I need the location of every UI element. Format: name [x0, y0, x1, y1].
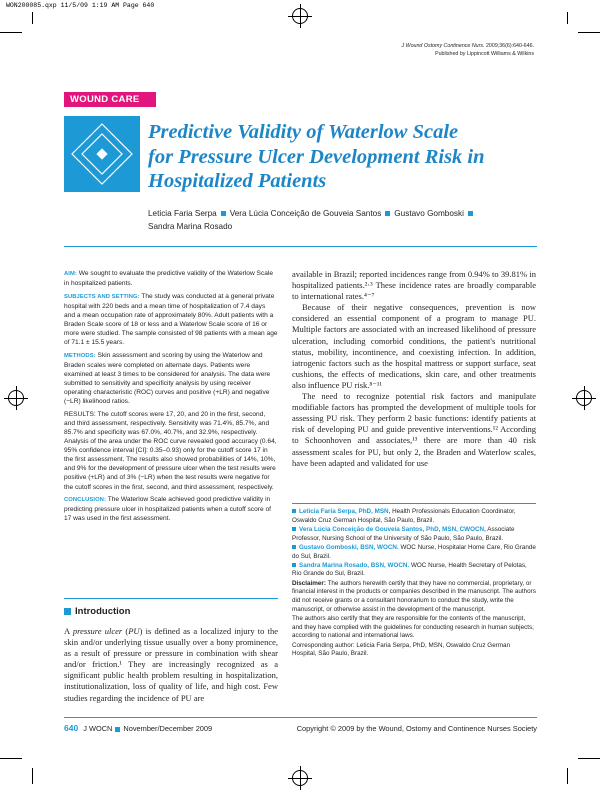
section-heading-introduction: Introduction [64, 606, 130, 617]
section-logo-icon [64, 116, 140, 192]
abstract-label: AIM: [64, 271, 77, 277]
footer-issue: November/December 2009 [123, 724, 213, 733]
bullet-square-icon [115, 727, 120, 732]
page-number: 640 [64, 723, 79, 733]
abstract-label: CONCLUSION: [64, 497, 106, 504]
author-name: Vera Lúcia Conceição de Gouveia Santos [229, 209, 382, 218]
registration-mark-right [576, 390, 592, 406]
page-footer [64, 723, 537, 733]
abstract-conclusion: CONCLUSION: The Waterlow Scale achieved good predictive validity in predicting pressure ulcer in hospitalized patients when a cutoff score of 17 was used in the first assessment. [64, 496, 271, 523]
abstract-aim: AIM: We sought to evaluate the predictive validity of the Waterlow Scale in hospitalized patients. [64, 270, 274, 288]
abstract-label: SUBJECTS AND SETTING: [64, 293, 140, 300]
title-line-1: Predictive Validity of Waterlow Scale [148, 121, 459, 143]
publisher-line: Published by Lippincott Williams & Wilkins [435, 51, 534, 57]
bullet-square-icon [292, 563, 296, 567]
affiliation-divider [292, 503, 536, 504]
disclaimer: Disclaimer: The authors herewith certify that they have no commercial, proprietary, or financial interest in the products or companies described in the manuscript. The authors did not receive grants or a consultant honorarium to conduct the study, write the manuscript, or otherwise assist in the development of the manuscript. [292, 579, 536, 613]
journal-cite: 2009;36(6):640-646. [485, 43, 534, 49]
journal-name: J Wound Ostomy Continence Nurs. [401, 43, 485, 49]
bullet-square-icon [292, 509, 296, 513]
footer-journal: J WOCN [83, 724, 113, 733]
registration-mark-bottom [292, 770, 308, 786]
section-badge: WOUND CARE [64, 92, 156, 107]
title-line-3: Hospitalized Patients [148, 170, 327, 192]
crop-mark [32, 12, 33, 24]
author-name: Leticia Faria Serpa [148, 209, 217, 218]
crop-mark [0, 758, 22, 759]
abstract-methods: METHODS: Skin assessment and scoring by using the Waterlow and Braden scales were completed on alternate days. Patients were examined at least 3 times to be considered for analysis. The data were submitted to sensitivity and specificity analysis by using receiver operating characteristic (ROC) curves and positive (+LR) and negative (−LR) likelihood ratios. [64, 351, 271, 406]
bullet-square-icon [221, 211, 226, 216]
corresponding-author: Corresponding author: Leticia Faria Serpa, PhD, MSN, Oswaldo Cruz German Hospital, São Paulo, Brazil. [292, 641, 511, 658]
crop-mark [0, 32, 22, 33]
abstract-results: RESULTS: The cutoff scores were 17, 20, and 20 in the first, second, and third assessment, respectively. Sensitivity was 71.4%, 85.7%, and 85.7% and specificity was 67.0%, 40.7%, and 32.9%, respectively. Analysis of the area under the ROC curve revealed good accuracy (0.64, 95% confidence interval [CI]: 0.35–0.93) only for the cutoff score 17 in the first assessment. The results also showed probabilities of 14%, 10%, and 9% for the development of pressure ulcer when the test results were positive (+LR) and of 3% (−LR) when the test results were negative for the cutoff scores in the first, second, and third assessment, respectively. [64, 410, 277, 491]
registration-mark-top [292, 8, 308, 24]
journal-citation [401, 42, 534, 58]
crop-mark [578, 32, 600, 33]
body-text-right [292, 269, 536, 469]
paragraph: The need to recognize potential risk factors and manipulate modifiable factors has prompted the development of multiple tools for assessing PU risk. They perform 2 basic functions: identify patients at risk of developing PU and guide preventive interventions.¹² According to Schoonhoven and associates,¹³ there are more than 40 risk assessment scales for PU, but only 2, the Braden and Waterlow scales, have been adapted and validated for use [292, 391, 536, 468]
abstract-divider [64, 598, 278, 599]
abstract-subjects: SUBJECTS AND SETTING: The study was conducted at a general private hospital with 220 beds and a mean time of hospitalization of 7.4 days and a mean occupation rate of approximately 80%. Adult patients with a Braden Scale score of 18 or less and a Waterlow Scale score of 16 or more were studied. The sample consisted of 98 patients with a mean age of 71.1 ± 15.5 years. [64, 292, 278, 347]
bullet-square-icon [292, 527, 296, 531]
paragraph: Because of their negative consequences, prevention is now considered an essential component of a program to manage PU. Multiple factors are associated with an increased likelihood of pressure ulceration, including comorbid conditions, the patient's nutritional status, mobility, incontinence, and coexisting infection. In addition, iatrogenic factors such as the hospital mattress or support surface, seat cushions, the effects of medications, skin care, and other treatments also influence PU risk.⁸⁻¹¹ [292, 302, 536, 390]
affiliation: Sandra Marina Rosado, BSN, WOCN. WOC Nurse, Health Secretary of Pelotas, Rio Grande do Sul, Brazil. [292, 561, 527, 578]
certification: The authors also certify that they are responsible for the contents of the manuscript, and they have complied with the guidelines for conducting research in human subjects, according to national and international laws. [292, 614, 534, 640]
registration-mark-left [8, 390, 24, 406]
affiliation: Vera Lúcia Conceição de Gouveia Santos, PhD, MSN, CWOCN, Associate Professor, Nursing School of the University of São Paulo, São Paulo, Brazil. [292, 525, 515, 542]
crop-mark [578, 758, 600, 759]
crop-mark [567, 768, 568, 784]
author-name: Sandra Marina Rosado [148, 221, 233, 231]
bullet-square-icon [385, 211, 390, 216]
introduction-text: A pressure ulcer (PU) is defined as a localized injury to the skin and/or underlying tissue usually over a bony prominence, as a result of pressure or pressure in combination with shear and/or friction.¹ They are increasingly recognized as a significant public health problem resulting in hospitalization, institutionalization, loss of quality of life, and high cost. Few studies regarding the incidence of PU are [64, 626, 278, 703]
abstract [64, 269, 278, 527]
header-divider [64, 246, 537, 247]
author-list [148, 208, 548, 233]
heading-square-icon [64, 608, 71, 615]
affiliation: Gustavo Gomboski, BSN, WOCN. WOC Nurse, Hospitalar Home Care, Rio Grande do Sul, Brazil. [292, 543, 536, 560]
printer-slug: WON200085.qxp 11/5/09 1:19 AM Page 640 [6, 2, 155, 9]
footer-copyright: Copyright © 2009 by the Wound, Ostomy and Continence Nurses Society [296, 724, 537, 733]
bullet-square-icon [292, 545, 296, 549]
bullet-square-icon [468, 211, 473, 216]
paragraph: available in Brazil; reported incidences range from 0.94% to 39.81% in hospitalized patients.²·³ These incidence rates are broadly comparable to international rates.⁴⁻⁷ [292, 269, 536, 302]
article-title [148, 120, 548, 194]
affiliation: Leticia Faria Serpa, PhD, MSN, Health Professionals Education Coordinator, Oswaldo Cruz German Hospital, São Paulo, Brazil. [292, 508, 516, 524]
author-affiliations [292, 508, 536, 659]
author-name: Gustavo Gomboski [394, 209, 464, 218]
abstract-label: RESULTS: [64, 410, 96, 418]
crop-mark [567, 12, 568, 24]
abstract-label: METHODS: [64, 352, 96, 359]
footer-divider [64, 717, 537, 718]
crop-mark [32, 768, 33, 784]
title-line-2: for Pressure Ulcer Development Risk in [148, 145, 485, 168]
